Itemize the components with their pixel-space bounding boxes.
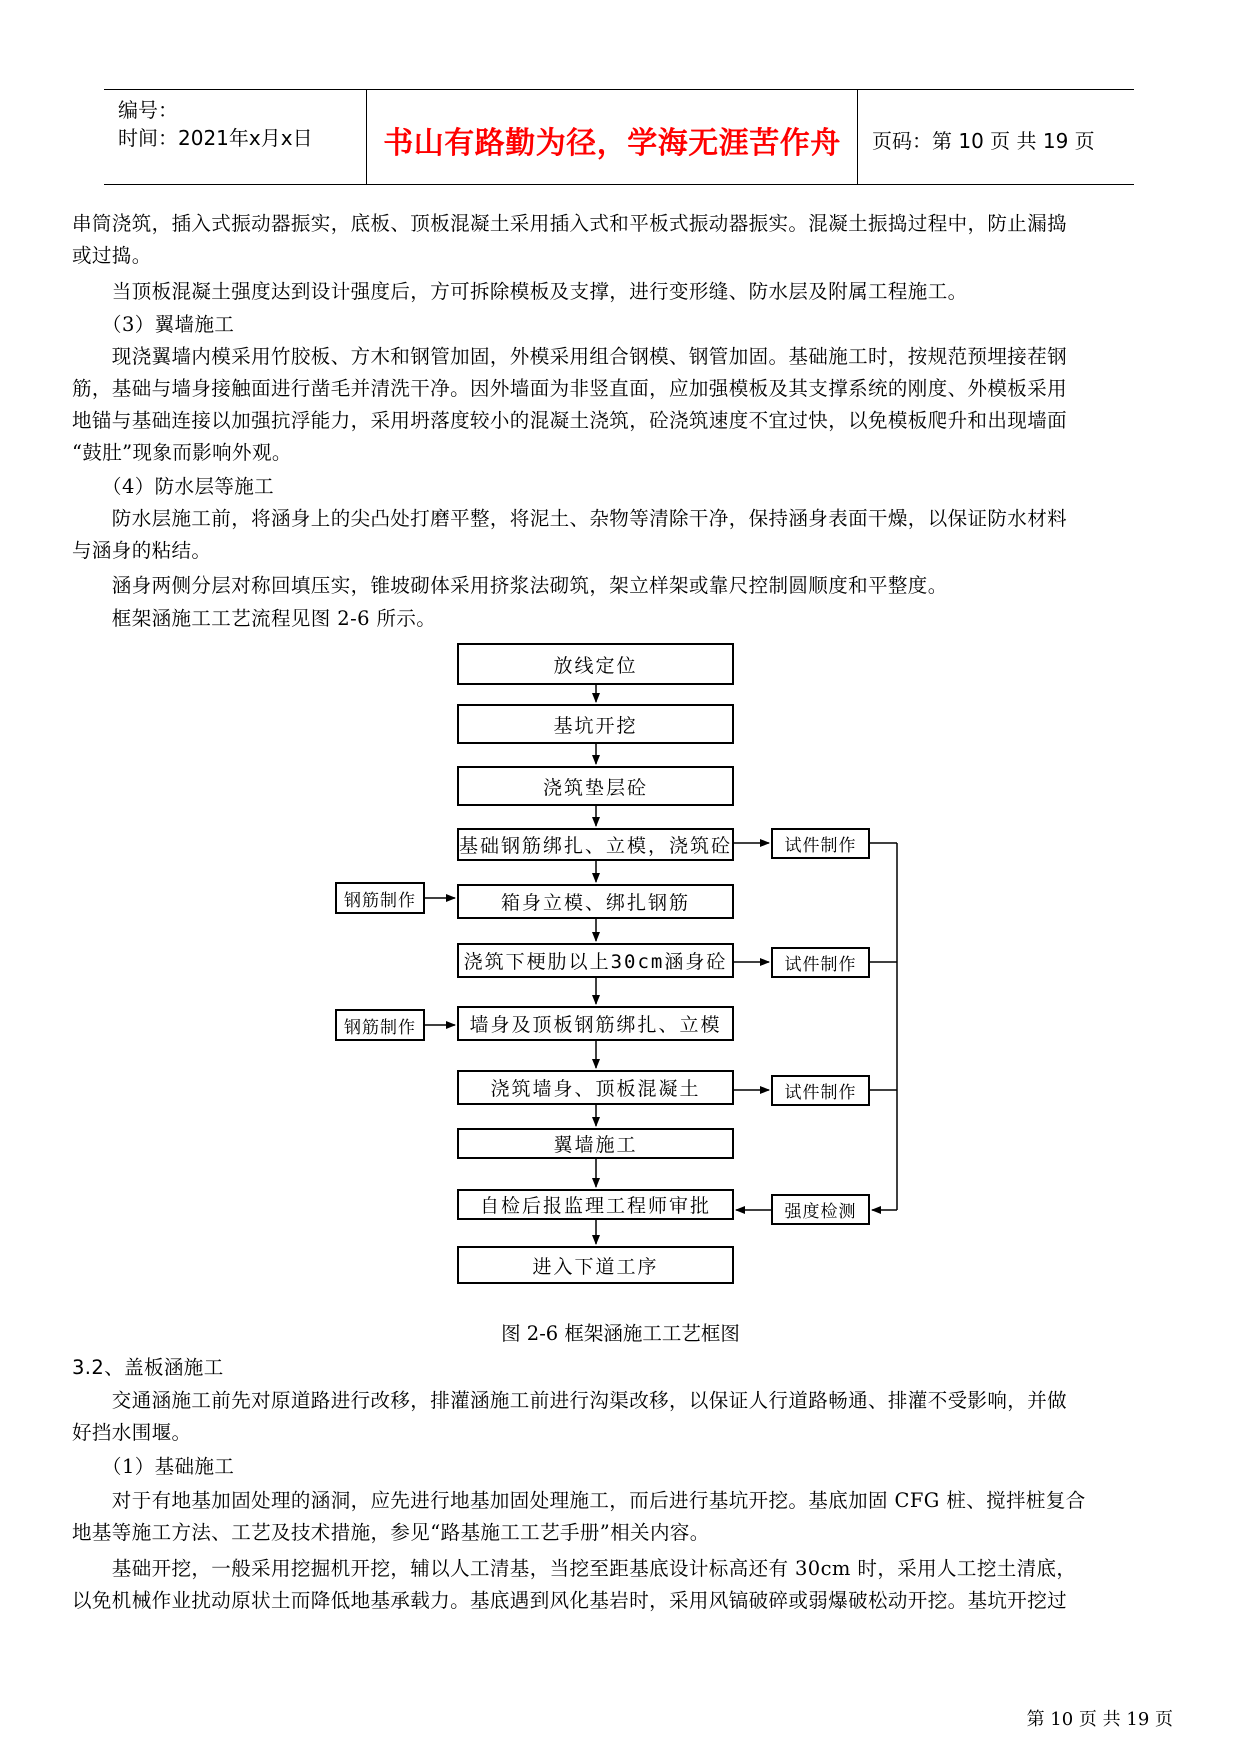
- page-footer: 第 10 页 共 19 页: [1026, 1709, 1173, 1730]
- paragraph-line: 现浇翼墙内模采用竹胶板、方木和钢管加固，外模采用组合钢模、钢管加固。基础施工时，按规范预埋接茬钢: [72, 345, 1068, 368]
- paragraph-line: 好挡水围堰。: [72, 1421, 192, 1444]
- flow-step: 浇筑下梗肋以上30cm涵身砼: [457, 943, 734, 978]
- flow-step: 浇筑墙身、顶板混凝土: [457, 1070, 734, 1105]
- paragraph-line: 框架涵施工工艺流程见图 2-6 所示。: [72, 607, 437, 630]
- paragraph-line: 地基等施工方法、工艺及技术措施，参见“路基施工工艺手册”相关内容。: [72, 1521, 710, 1544]
- flow-step: 基坑开挖: [457, 704, 734, 744]
- flow-step: 浇筑垫层砼: [457, 766, 734, 806]
- flow-side-box: 钢筋制作: [335, 882, 425, 914]
- page-info: 页码：第 10 页 共 19 页: [872, 129, 1095, 153]
- section-heading: （1）基础施工: [72, 1455, 235, 1478]
- flow-side-box: 强度检测: [771, 1194, 870, 1225]
- time-label: 时间：2021年x月x日: [118, 126, 313, 150]
- paragraph-line: 或过捣。: [72, 244, 152, 267]
- paragraph-line: 地锚与基础连接以加强抗浮能力，采用坍落度较小的混凝土浇筑，砼浇筑速度不宜过快，以免模板爬升和出现墙面: [72, 409, 1068, 432]
- flow-step: 翼墙施工: [457, 1128, 734, 1159]
- paragraph-line: 串筒浇筑，插入式振动器振实，底板、顶板混凝土采用插入式和平板式振动器振实。混凝土振捣过程中，防止漏捣: [72, 212, 1068, 235]
- section-heading: （3）翼墙施工: [72, 313, 235, 336]
- flow-step: 墙身及顶板钢筋绑扎、立模: [457, 1006, 734, 1041]
- flow-step: 箱身立模、绑扎钢筋: [457, 884, 734, 919]
- flow-step: 基础钢筋绑扎、立模，浇筑砼: [457, 828, 734, 861]
- flow-step: 进入下道工序: [457, 1246, 734, 1284]
- paragraph-line: 以免机械作业扰动原状土而降低地基承载力。基底遇到风化基岩时，采用风镐破碎或弱爆破松动开挖。基坑开挖过: [72, 1589, 1068, 1612]
- paragraph-line: 基础开挖，一般采用挖掘机开挖，辅以人工清基，当挖至距基底设计标高还有 30cm 时，采用人工挖土清底，: [72, 1557, 1077, 1580]
- flow-side-box: 钢筋制作: [335, 1009, 425, 1041]
- paragraph-line: 筋，基础与墙身接触面进行凿毛并清洗干净。因外墙面为非竖直面，应加强模板及其支撑系统的刚度、外模板采用: [72, 377, 1068, 400]
- section-heading: （4）防水层等施工: [72, 475, 275, 498]
- flow-step: 放线定位: [457, 643, 734, 685]
- paragraph-line: 对于有地基加固处理的涵洞，应先进行地基加固处理施工，而后进行基坑开挖。基底加固 CFG 桩、搅拌桩复合: [72, 1489, 1086, 1512]
- paragraph-line: 当顶板混凝土强度达到设计强度后，方可拆除模板及支撑，进行变形缝、防水层及附属工程施工。: [72, 280, 968, 303]
- paragraph-line: 与涵身的粘结。: [72, 539, 212, 562]
- number-label: 编号：: [118, 98, 178, 122]
- paragraph-line: 交通涵施工前先对原道路进行改移，排灌涵施工前进行沟渠改移，以保证人行道路畅通、排灌不受影响，并做: [72, 1389, 1068, 1412]
- figure-caption: 图 2-6 框架涵施工工艺框图: [501, 1322, 740, 1345]
- section-title: 3.2、盖板涵施工: [72, 1356, 224, 1379]
- paragraph-line: “鼓肚”现象而影响外观。: [72, 441, 292, 464]
- motto: 书山有路勤为径，学海无涯苦作舟: [383, 126, 841, 161]
- flow-step: 自检后报监理工程师审批: [457, 1189, 734, 1220]
- flow-side-box: 试件制作: [771, 947, 870, 978]
- paragraph-line: 涵身两侧分层对称回填压实，锥坡砌体采用挤浆法砌筑，架立样架或靠尺控制圆顺度和平整度。: [72, 574, 948, 597]
- flow-side-box: 试件制作: [771, 828, 870, 859]
- paragraph-line: 防水层施工前，将涵身上的尖凸处打磨平整，将泥土、杂物等清除干净，保持涵身表面干燥，以保证防水材料: [72, 507, 1068, 530]
- flow-side-box: 试件制作: [771, 1075, 870, 1106]
